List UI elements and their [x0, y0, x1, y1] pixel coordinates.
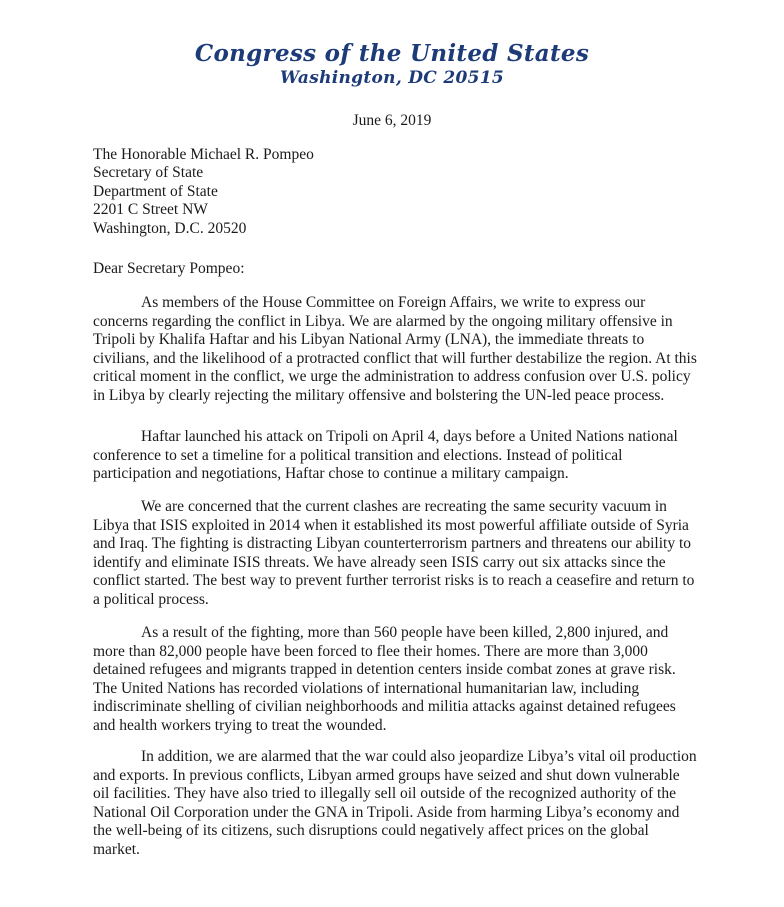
recipient-address: [93, 146, 314, 238]
recipient-title: Secretary of State: [93, 164, 204, 182]
salutation: Dear Secretary Pompeo:: [93, 260, 245, 277]
body-paragraph-3: We are concerned that the current clashes are recreating the same security vacuum in Libya that ISIS exploited in 2014 when it established its most powerful affiliate outside of Syria and Iraq. The fighting is distracting Libyan counterterrorism partners and threatens our ability to identify and eliminate ISIS threats. We have already seen ISIS carry out six attacks since the conflict started. The best way to prevent further terrorist risks is to reach a ceasefire and return to a political process.: [93, 498, 695, 608]
body-paragraph-5: In addition, we are alarmed that the war could also jeopardize Libya’s vital oil production and exports. In previous conflicts, Libyan armed groups have seized and shut down vulnerable oil facilities. They have also tried to illegally sell oil outside of the recognized authority of the National Oil Corporation under the GNA in Tripoli. Aside from harming Libya’s economy and the well-being of its citizens, such disruptions could negatively affect prices on the global market.: [93, 748, 697, 858]
recipient-department: Department of State: [93, 182, 218, 200]
body-paragraph-2: Haftar launched his attack on Tripoli on April 4, days before a United Nations national conference to set a timeline for a political transition and elections. Instead of political participation and negotiations, Haftar chose to continue a military campaign.: [93, 428, 678, 483]
recipient-street: 2201 C Street NW: [93, 201, 208, 219]
recipient-city: Washington, D.C. 20520: [93, 219, 247, 237]
body-paragraph-1: As members of the House Committee on Foreign Affairs, we write to express our concerns regarding the conflict in Libya. We are alarmed by the ongoing military offensive in Tripoli by Khalifa Haftar and his Libyan National Army (LNA), the immediate threats to civilians, and the likelihood of a protracted conflict that will further destabilize the region. At this critical moment in the conflict, we urge the administration to address confusion over U.S. policy in Libya by clearly rejecting the military offensive and bolstering the UN-led peace process.: [93, 294, 697, 404]
letter-date: June 6, 2019: [352, 112, 432, 129]
recipient-name: The Honorable Michael R. Pompeo: [93, 146, 314, 163]
letterhead-subtitle: Washington, DC 20515: [280, 68, 504, 88]
letterhead-title: Congress of the United States: [194, 40, 590, 67]
body-paragraph-4: As a result of the fighting, more than 560 people have been killed, 2,800 injured, and more than 82,000 people have been forced to flee their homes. There are more than 3,000 detained refugees and migrants trapped in detention centers inside combat zones at grave risk. The United Nations has recorded violations of international humanitarian law, including indiscriminate shelling of civilian neighborhoods and militia attacks against detained refugees and health workers trying to treat the wounded.: [93, 624, 676, 734]
